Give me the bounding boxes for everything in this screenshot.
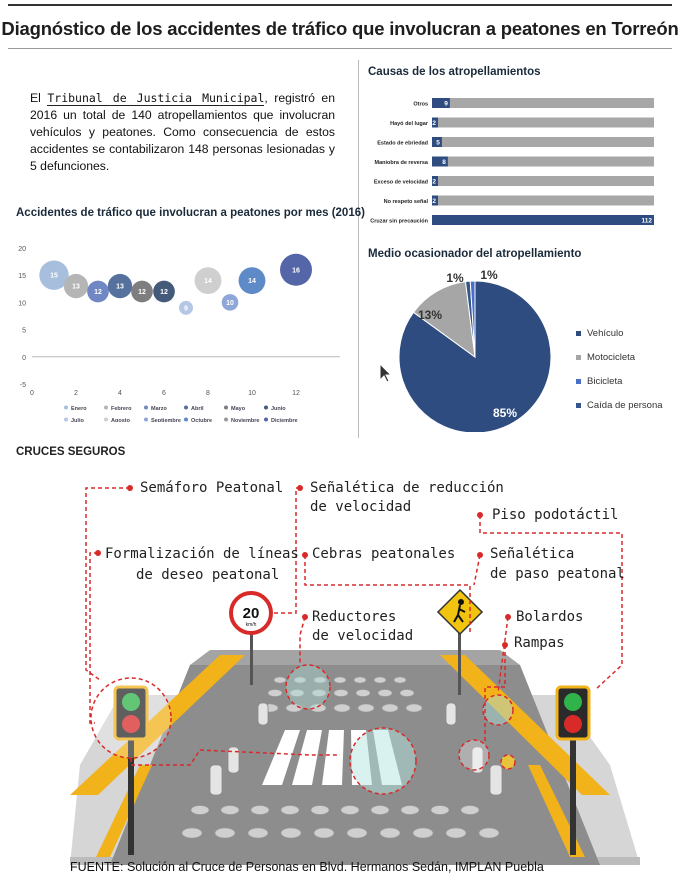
traffic-light-pole-right <box>570 735 576 855</box>
x-tick-label: 8 <box>206 390 210 397</box>
bar-chart-title: Causas de los atropellamientos <box>368 66 541 78</box>
legend-label: Motocicleta <box>587 351 636 363</box>
legend-entry: Marzo <box>151 406 167 412</box>
intro-highlight: Tribunal de Justicia Municipal <box>47 91 265 105</box>
bubble-label: 9 <box>184 305 188 313</box>
column-separator <box>358 60 359 438</box>
pie-legend-item <box>576 345 663 369</box>
bubble-label: 14 <box>204 278 212 286</box>
bar-data-label: 2 <box>432 178 436 186</box>
intro-paragraph <box>30 90 335 175</box>
bar-chart <box>364 86 676 236</box>
legend-swatch <box>576 379 581 384</box>
bar-category-label: Hayó del lugar <box>390 121 428 127</box>
bubble-chart-title: Accidentes de tráfico que involucran a peatones por mes (2016) <box>16 207 365 219</box>
pedestrian-sign <box>438 590 482 634</box>
red-stop-icon-right <box>564 715 582 733</box>
top-rule <box>8 4 672 6</box>
x-tick-label: 12 <box>292 390 300 397</box>
legend-marker <box>264 418 268 422</box>
bar-background <box>432 176 654 186</box>
bubble-label: 12 <box>160 289 168 297</box>
x-tick-label: 2 <box>74 390 78 397</box>
bubble-label: 10 <box>226 299 234 307</box>
bar-data-label: 5 <box>436 139 440 147</box>
legend-entry: Febrero <box>111 406 132 412</box>
legend-entry: Enero <box>71 406 87 412</box>
title-bar <box>0 0 680 52</box>
legend-entry: Junio <box>271 406 286 412</box>
bar-background <box>432 157 654 167</box>
x-tick-label: 0 <box>30 390 34 397</box>
legend-marker <box>184 418 188 422</box>
legend-label: Bicicleta <box>587 375 623 387</box>
source-note: FUENTE: Solución al Cruce de Personas en Blvd. Hermanos Sedán, IMPLAN Puebla <box>70 860 544 874</box>
cruces-heading: CRUCES SEGUROS <box>16 446 126 458</box>
legend-marker <box>264 406 268 410</box>
bar-data-label: 2 <box>432 198 436 205</box>
legend-marker <box>224 418 228 422</box>
callout-senaletica-velocidad-2: de velocidad <box>310 499 412 515</box>
bubble-label: 12 <box>94 289 102 297</box>
legend-swatch <box>576 355 581 360</box>
legend-label: Caída de persona <box>587 399 663 411</box>
callout-bolardos: Bolardos <box>516 609 584 625</box>
callout-semaforo: Semáforo Peatonal <box>140 480 284 496</box>
x-tick-label: 4 <box>118 390 122 397</box>
legend-entry: Julio <box>71 418 84 422</box>
pie-legend-item <box>576 369 663 393</box>
legend-marker <box>104 406 108 410</box>
pie-legend <box>576 321 663 417</box>
callout-piso: Piso podotáctil <box>492 507 619 523</box>
y-tick-label: 10 <box>18 300 26 308</box>
bar-category-label: No respeto señal <box>383 199 428 205</box>
pie-legend-item <box>576 321 663 345</box>
legend-marker <box>184 406 188 410</box>
bar-data-label: 112 <box>641 217 652 225</box>
bar-category-label: Otros <box>413 101 428 108</box>
bar-background <box>432 98 654 108</box>
y-tick-label: 5 <box>22 327 26 335</box>
x-tick-label: 6 <box>162 390 166 397</box>
callout-rampas: Rampas <box>514 635 565 651</box>
pie-label-caida: 1% <box>446 271 464 285</box>
y-tick-label: -5 <box>19 382 26 389</box>
bar-background <box>432 196 654 206</box>
crossing-illustration <box>0 465 680 865</box>
legend-entry: Diciembre <box>271 418 298 422</box>
pie-label-vehiculo: 85% <box>492 406 518 420</box>
legend-entry: Septiembre <box>151 418 181 422</box>
pedestrian-sign-post <box>458 625 461 695</box>
bar-category-label: Cruzar sin precaución <box>370 218 428 225</box>
y-tick-label: 15 <box>18 273 26 281</box>
legend-swatch <box>576 331 581 336</box>
bubble-label: 16 <box>292 267 300 275</box>
legend-marker <box>64 418 68 422</box>
speed-sign-value: 20 <box>242 605 260 622</box>
legend-marker <box>224 406 228 410</box>
legend-entry: Abril <box>191 406 204 412</box>
legend-label: Vehículo <box>587 327 624 339</box>
bar-category-label: Estado de ebriedad <box>377 140 428 147</box>
bar-category-label: Maniobra de reversa <box>374 160 428 166</box>
legend-entry: Mayo <box>231 406 246 412</box>
callout-reductores-2: de velocidad <box>312 628 414 644</box>
callout-paso-2: de paso peatonal <box>490 566 625 582</box>
bar-background <box>432 118 654 128</box>
intro-after: , registró en 2016 un total de 140 atropellamientos que involucran vehículos y peatones. Como consecuencia de estos accidentes se contabilizaron 148 personas lesionadas y 5 defunciones. <box>30 91 335 173</box>
legend-entry: Agosto <box>111 418 130 422</box>
legend-entry: Noviembre <box>231 418 260 422</box>
speed-sign-unit: km/h <box>245 622 257 628</box>
bar-category-label: Exceso de velocidad <box>373 179 428 186</box>
bubble-label: 15 <box>50 272 58 280</box>
intro-before: El <box>30 91 48 105</box>
callout-paso-1: Señalética <box>490 546 575 562</box>
callout-formalizacion-2: de deseo peatonal <box>136 567 280 583</box>
callout-formalizacion-1: Formalización de líneas <box>105 546 299 562</box>
x-tick-label: 10 <box>248 390 256 397</box>
bar-value <box>432 215 654 225</box>
pie-legend-item <box>576 393 663 417</box>
pie-label-motocicleta: 13% <box>417 308 443 322</box>
y-tick-label: 20 <box>18 246 26 253</box>
legend-marker <box>64 406 68 410</box>
y-tick-label: 0 <box>22 354 26 362</box>
legend-marker <box>144 406 148 410</box>
bar-background <box>432 137 654 147</box>
bubble-chart <box>0 232 352 422</box>
bar-data-label: 9 <box>444 100 448 108</box>
callout-reductores-1: Reductores <box>312 609 397 625</box>
page-title: Diagnóstico de los accidentes de tráfico que involucran a peatones en Torreón <box>1 18 679 39</box>
bubble-label: 14 <box>248 278 256 286</box>
bubble-label: 13 <box>116 283 124 291</box>
green-walk-icon-right <box>564 693 582 711</box>
pie-label-bicicleta: 1% <box>480 268 498 282</box>
bar-data-label: 2 <box>432 120 436 127</box>
legend-marker <box>104 418 108 422</box>
callout-cebras: Cebras peatonales <box>312 546 456 562</box>
bar-data-label: 8 <box>442 159 446 166</box>
callout-senaletica-velocidad-1: Señalética de reducción <box>310 480 504 496</box>
pie-chart-title: Medio ocasionador del atropellamiento <box>368 248 582 260</box>
title-rule <box>8 48 672 49</box>
legend-swatch <box>576 403 581 408</box>
legend-entry: Octubre <box>191 418 213 422</box>
mouse-cursor-icon <box>378 362 394 384</box>
legend-marker <box>144 418 148 422</box>
bubble-label: 12 <box>138 289 146 297</box>
pie-chart <box>370 262 570 432</box>
bubble-label: 13 <box>72 283 80 291</box>
